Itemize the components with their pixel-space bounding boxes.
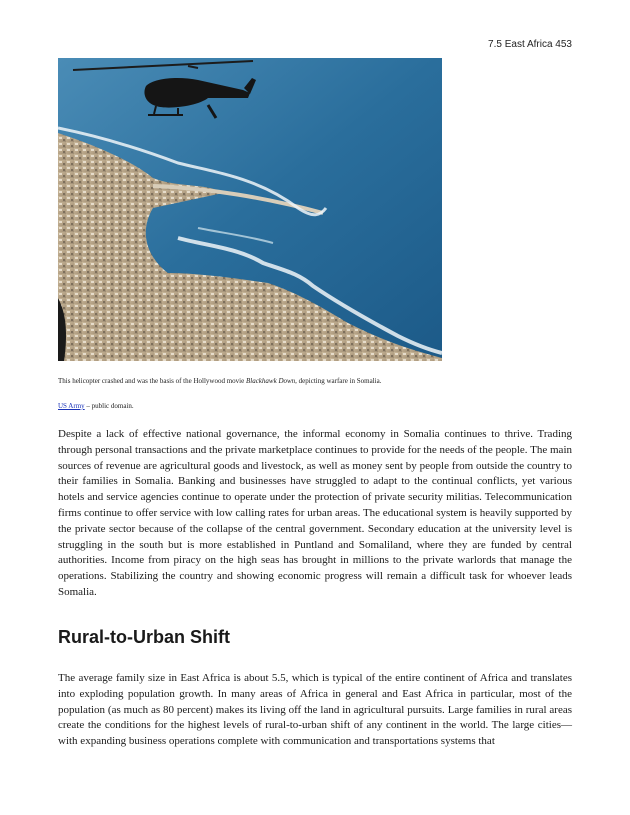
figure-caption (58, 377, 572, 385)
caption-text: This helicopter crashed and was the basis of the Hollywood movie (58, 377, 246, 385)
body-paragraph-1: Despite a lack of effective national governance, the informal economy in Somalia continues to thrive. Trading through personal transactions and the private marketplace continues to provide for the needs of the people. The main sources of revenue are agricultural goods and livestock, as well as money sent by people from outside the country to their families in Somalia. Banking and businesses have struggled to adapt to the continual conflicts, yet various hotels and service agencies continue to operate under the protection of private security militias. Telecommunication firms continue to offer service with low calling rates for urban areas. The educational system is heavily supported by the private sector because of the collapse of the central government. Secondary education at the university level is struggling in the south but is more established in Puntland and Somaliland, where they are funded by central authorities. Income from piracy on the high seas has brought in millions to the private warlords that manage the operations. Stabilizing the country and showing economic progress will remain a difficult task for whoever leads Somalia. (58, 428, 572, 598)
body-paragraph-2: The average family size in East Africa is about 5.5, which is typical of the entire continent of Africa and translates into exploding population growth. In many areas of Africa in general and East Africa in particular, most of the population (as much as 80 percent) makes its living off the land in agricultural pursuits. Large families in rural areas create the conditions for the highest levels of rural-to-urban shift of any continent in the world. The large cities—with expanding business operations complete with communication and transportations systems that (58, 672, 572, 748)
caption-text-end: , depicting warfare in Somalia. (295, 377, 382, 385)
section-heading: Rural-to-Urban Shift (58, 627, 230, 647)
credit-license: – public domain. (84, 402, 134, 410)
helicopter-photo (58, 58, 442, 361)
coastal-city-helicopter-image (58, 58, 442, 361)
caption-movie-title: Blackhawk Down (245, 377, 296, 385)
credit-link[interactable]: US Army (58, 402, 85, 410)
figure-credit (58, 402, 572, 410)
running-head: 7.5 East Africa 453 (488, 39, 572, 50)
